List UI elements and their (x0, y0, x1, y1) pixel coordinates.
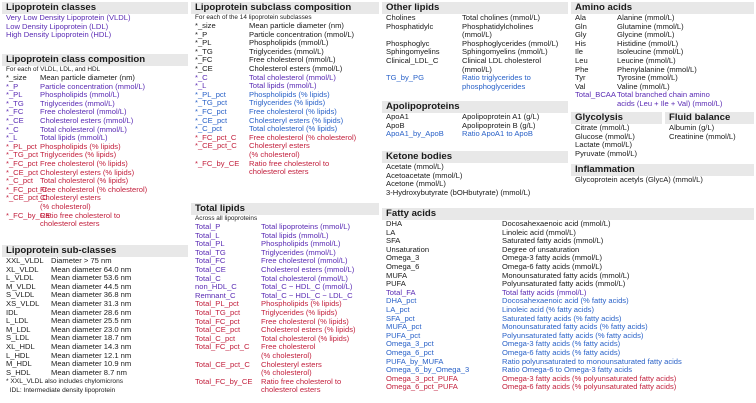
list-item: High Density Lipoprotein (HDL) (6, 30, 112, 40)
item-description: Docosahexaenoic acid (% fatty acids) (502, 296, 629, 306)
list-item (6, 220, 184, 229)
item-key: SFA (386, 236, 401, 246)
item-key: Total_FC (195, 256, 226, 266)
item-description: Mean diameter 23.0 nm (51, 324, 132, 334)
item-description: Mean diameter 18.7 nm (51, 333, 132, 343)
item-description: Particle concentration (mmol/L) (40, 81, 146, 91)
item-key: SFA_pct (386, 313, 415, 323)
item-key: Total_P (195, 222, 221, 231)
item-description: Linoleic acid (% fatty acids) (502, 304, 595, 314)
item-key: M_LDL (6, 324, 31, 334)
item-key: Omega_6_by_Omega_3 (386, 365, 470, 375)
item-description: Omega-3 fatty acids (mmol/L) (502, 253, 603, 263)
item-key: L_VLDL (6, 273, 34, 283)
item-description: (mmol/L) (462, 30, 492, 40)
item-description: Phosphoglycerides (mmol/L) (462, 38, 559, 48)
item-key: *_size (195, 21, 216, 30)
list-item: Glycoprotein acetyls (GlycA) (mmol/L) (575, 175, 703, 184)
item-description: acids (Leu + Ile + Val) (mmol/L) (617, 98, 723, 108)
amino-acids-panel (571, 2, 754, 109)
item-key: Omega_6 (386, 261, 420, 271)
item-key: Unsaturation (386, 244, 430, 254)
item-key: ApoA1 (386, 112, 409, 121)
item-key: PUFA (386, 279, 406, 289)
item-key: Phosphatidylc (386, 21, 434, 31)
lipoprotein-classes-panel (2, 2, 188, 40)
item-key: Total_FC_by_CE (195, 376, 253, 386)
footnote: * XXL_VLDL also includes chylomicrons (6, 378, 124, 386)
item-key: *_FC_pct (6, 158, 38, 168)
item-description: Triglycerides (mmol/L) (40, 98, 115, 108)
item-description: Mean diameter 12.1 nm (51, 350, 132, 360)
item-key: LA (386, 227, 396, 237)
item-key: S_HDL (6, 367, 31, 377)
item-description: Mean particle diameter (nm) (249, 21, 344, 30)
list-item: Very Low Density Lipoprotein (VLDL) (6, 13, 131, 22)
item-key: *_TG_pct (195, 98, 228, 108)
item-key: *_FC_pct_C (195, 132, 237, 142)
item-key (386, 83, 462, 92)
item-key: *_CE (6, 115, 24, 125)
item-key: *_FC_pct_C (6, 184, 48, 194)
item-description: Omega-6 fatty acids (% polyunsaturated fatty acids) (502, 382, 677, 392)
item-description: Triglycerides (mmol/L) (261, 247, 336, 257)
item-description: Mean diameter 10.9 nm (51, 359, 132, 369)
item-description: phosphoglycerides (462, 81, 526, 91)
item-description: Diameter > 75 nm (51, 256, 112, 265)
item-key: Omega_3 (386, 253, 420, 263)
item-key: *_FC_by_CE (6, 210, 51, 220)
item-description: Linoleic acid (mmol/L) (502, 227, 576, 237)
item-key: *_CE_pct_C (6, 193, 48, 203)
item-key: *_TG (195, 46, 213, 56)
footnotes (2, 377, 188, 395)
item-key: Total_CE_pct_C (195, 359, 250, 369)
item-key: Sphingomyelins (386, 47, 440, 57)
item-description: Histidine (mmol/L) (617, 38, 679, 48)
item-key: XXL_VLDL (6, 256, 44, 265)
panel-title: Total lipids (191, 203, 379, 215)
item-key: *_FC (195, 55, 213, 65)
sub-classes-panel (2, 245, 188, 395)
class-composition-panel (2, 54, 188, 229)
item-key: Clinical_LDL_C (386, 55, 439, 65)
panel-subtitle: For each of VLDL, LDL, and HDL (6, 66, 101, 73)
list-item: 3-Hydroxybutyrate (bOHbutyrate) (mmol/L) (386, 187, 531, 197)
item-key: Omega_3_pct_PUFA (386, 373, 458, 383)
item-description: Total cholesterol (% lipids) (40, 176, 129, 186)
panel-rows (571, 176, 754, 185)
item-description: Cholesteryl esters (% lipids) (249, 115, 344, 125)
item-description: (% cholesterol) (261, 350, 312, 360)
panel-rows (2, 257, 188, 377)
item-description: Mean diameter 44.5 nm (51, 281, 132, 291)
item-key: M_VLDL (6, 281, 36, 291)
item-description: Mean diameter 31.3 nm (51, 298, 132, 308)
item-description: Triglycerides (mmol/L) (249, 46, 324, 56)
panel-title: Amino acids (571, 2, 754, 14)
ketone-bodies-panel (382, 151, 568, 197)
item-key: *_PL (6, 90, 23, 100)
item-description: Total cholines (mmol/L) (462, 13, 541, 22)
item-description: (% cholesterol) (261, 368, 312, 378)
item-description: Apolipoprotein A1 (g/L) (462, 112, 540, 121)
panel-rows (191, 223, 379, 395)
item-key: TG_by_PG (386, 73, 424, 83)
panel-subtitle: Across all lipoproteins (195, 215, 258, 222)
item-description: Total cholesterol (mmol/L) (40, 124, 127, 134)
list-item: Pyruvate (mmol/L) (575, 148, 638, 158)
item-key: M_HDL (6, 359, 32, 369)
item-description: Mean diameter 36.8 nm (51, 290, 132, 300)
item-description: Phosphatidylcholines (462, 21, 534, 31)
item-key: Phe (575, 64, 589, 74)
panel-title: Lipoprotein classes (2, 2, 188, 14)
panel-rows (382, 163, 568, 197)
item-key: *_PL_pct (6, 141, 37, 151)
item-description: cholesterol esters (40, 219, 100, 229)
item-description: Omega-6 fatty acids (mmol/L) (502, 261, 603, 271)
item-key: Omega_6_pct_PUFA (386, 382, 458, 392)
item-description: cholesterol esters (249, 167, 309, 177)
item-description: Ratio polyunsaturated to monounsaturated fatty acids (502, 356, 682, 366)
item-key: Total_CE_pct (195, 325, 241, 335)
item-key: Total_L (195, 230, 220, 240)
list-item (195, 386, 375, 395)
item-key: L_HDL (6, 350, 30, 360)
list-item (575, 100, 750, 109)
item-description: Cholesterol esters (mmol/L) (40, 115, 134, 125)
panel-rows (571, 14, 754, 109)
list-item: Low Density Lipoprotein (LDL) (6, 21, 109, 31)
item-description: Glutamine (mmol/L) (617, 21, 684, 31)
footnote: IDL: Intermediate density lipoprotein (6, 387, 116, 395)
item-description: Total lipids (mmol/L) (40, 133, 108, 143)
item-description: Monounsaturated fatty acids (mmol/L) (502, 270, 630, 280)
item-key: PUFA_pct (386, 330, 421, 340)
panel-rows (382, 220, 754, 392)
panel-title: Fatty acids (382, 208, 754, 220)
item-description: Phospholipids (mmol/L) (40, 90, 120, 100)
item-key: Total_FC_pct_C (195, 342, 250, 352)
item-description: Free cholesterol (mmol/L) (249, 55, 336, 65)
item-key: *_L (6, 133, 18, 143)
item-key: Leu (575, 55, 588, 65)
item-key: PUFA_by_MUFA (386, 356, 444, 366)
item-description: Free cholesterol (% lipids) (40, 158, 128, 168)
item-key: S_LDL (6, 333, 30, 343)
item-description: Phospholipids (% lipids) (261, 299, 342, 309)
item-description: Total cholesterol (% lipids) (249, 124, 338, 134)
item-description: Glycine (mmol/L) (617, 30, 675, 40)
item-key: Total_TG (195, 247, 226, 257)
panel-title: Apolipoproteins (382, 101, 568, 113)
item-description: Cholesterol esters (mmol/L) (249, 63, 343, 73)
item-description: Total lipoproteins (mmol/L) (261, 222, 351, 231)
item-description: Omega-3 fatty acids (% polyunsaturated fatty acids) (502, 373, 677, 383)
item-key: Total_BCAA (575, 90, 616, 100)
item-key: S_VLDL (6, 290, 35, 300)
item-key: MUFA (386, 270, 408, 280)
item-key: *_FC (6, 107, 24, 117)
item-description: Free cholesterol (mmol/L) (40, 107, 127, 117)
item-description: Ratio triglycerides to (462, 73, 531, 83)
item-key: *_CE_pct (195, 115, 228, 125)
item-key: *_TG (6, 98, 24, 108)
item-key: *_PL (195, 38, 212, 48)
item-key: DHA_pct (386, 296, 417, 306)
item-key: Omega_3_pct (386, 339, 434, 349)
item-description: Free cholesterol (% cholesterol) (249, 132, 357, 142)
item-description: Ratio ApoA1 to ApoB (462, 129, 533, 139)
item-description: Total cholesterol (% lipids) (261, 333, 350, 343)
item-description: Tyrosine (mmol/L) (617, 73, 678, 83)
item-description: Free cholesterol (% lipids) (261, 316, 349, 326)
item-description: Saturated fatty acids (% fatty acids) (502, 313, 622, 323)
list-item: Glucose (mmol/L) (575, 131, 635, 141)
item-key: Tyr (575, 73, 586, 83)
item-key: XL_VLDL (6, 264, 39, 274)
list-item: Acetate (mmol/L) (386, 162, 444, 171)
list-item (195, 168, 375, 177)
panel-rows (571, 124, 662, 158)
item-key: *_FC_pct (195, 106, 227, 116)
item-key: Total_PL_pct (195, 299, 239, 309)
item-description: Free cholesterol (% cholesterol) (40, 184, 148, 194)
item-key: MUFA_pct (386, 322, 422, 332)
other-lipids-panel (382, 2, 568, 91)
item-description: Total cholesterol (mmol/L) (249, 72, 336, 82)
item-key: Total_FC_pct (195, 316, 240, 326)
subclass-composition-panel (191, 2, 379, 177)
total-lipids-panel (191, 203, 379, 395)
item-description: Total branched chain amino (617, 90, 710, 100)
item-key: Omega_6_pct (386, 347, 434, 357)
item-key: Gln (575, 21, 587, 31)
item-description: Phenylalanine (mmol/L) (617, 64, 697, 74)
item-description: Alanine (mmol/L) (617, 13, 675, 22)
item-description: Phospholipids (% lipids) (249, 89, 330, 99)
item-description: Omega-3 fatty acids (% fatty acids) (502, 339, 621, 349)
item-key: non_HDL_C (195, 282, 237, 292)
panel-rows (382, 14, 568, 91)
item-key: *_P (6, 81, 19, 91)
glycolysis-panel (571, 112, 662, 158)
panel-title: Lipoprotein class composition (2, 54, 188, 66)
item-key: Val (575, 81, 586, 91)
item-key: XS_VLDL (6, 298, 40, 308)
item-description: Cholesteryl esters (261, 359, 322, 369)
item-description: Free cholesterol (% lipids) (249, 106, 337, 116)
item-key: *_FC_by_CE (195, 158, 240, 168)
item-description: Mean diameter 53.6 nm (51, 273, 132, 283)
item-key: Total_FA (386, 287, 416, 297)
item-description: Total lipids (mmol/L) (249, 81, 317, 91)
apolipoproteins-panel (382, 101, 568, 139)
item-description: Mean diameter 14.3 nm (51, 341, 132, 351)
item-key: Gly (575, 30, 587, 40)
item-key: L_LDL (6, 316, 29, 326)
item-description: Mean diameter 25.5 nm (51, 316, 132, 326)
item-description: Cholesterol esters (% lipids) (261, 325, 356, 335)
item-key (195, 386, 261, 395)
item-description: Cholesteryl esters (% lipids) (40, 167, 135, 177)
item-description: Phospholipids (mmol/L) (249, 38, 329, 48)
item-key: *_C (6, 124, 19, 134)
item-key: His (575, 38, 586, 48)
panel-title: Lipoprotein sub-classes (2, 245, 188, 257)
item-description: (mmol/L) (462, 64, 492, 74)
item-key: *_C_pct (6, 176, 34, 186)
item-key: *_CE_pct (6, 167, 39, 177)
item-key: Total_C (195, 273, 221, 283)
panel-subtitle: For each of the 14 lipoprotein subclasses (195, 14, 312, 21)
item-description: (% cholesterol) (249, 149, 300, 159)
item-key: ApoB (386, 120, 405, 130)
item-key: *_PL_pct (195, 89, 226, 99)
item-key: DHA (386, 219, 403, 228)
item-description: Cholesteryl esters (40, 193, 101, 203)
item-description: Sphingomyelins (mmol/L) (462, 47, 548, 57)
item-description: Docosahexaenoic acid (mmol/L) (502, 219, 611, 228)
item-description: Particle concentration (mmol/L) (249, 29, 355, 39)
list-item: Creatinine (mmol/L) (669, 131, 736, 141)
inflammation-panel (571, 164, 754, 185)
item-key (195, 168, 249, 177)
item-description: Total_C − HDL_C − LDL_C (261, 290, 353, 300)
item-description: Monounsaturated fatty acids (% fatty acids) (502, 322, 648, 332)
item-key: *_C (195, 72, 208, 82)
item-key: XL_HDL (6, 341, 35, 351)
item-key: *_CE (195, 63, 213, 73)
item-description: Phospholipids (% lipids) (40, 141, 121, 151)
list-item: Acetoacetate (mmol/L) (386, 170, 463, 180)
item-key (575, 100, 617, 109)
list-item: Acetone (mmol/L) (386, 179, 446, 189)
item-key: Total_TG_pct (195, 307, 241, 317)
item-key: *_L (195, 81, 207, 91)
item-key: *_CE_pct_C (195, 141, 237, 151)
item-description: Total cholesterol (mmol/L) (261, 273, 348, 283)
list-item (6, 369, 184, 378)
item-description: Total fatty acids (mmol/L) (502, 287, 587, 297)
item-description: Cholesterol esters (mmol/L) (261, 264, 355, 274)
item-key: Ala (575, 13, 586, 22)
item-description: Ratio free cholesterol to (249, 158, 330, 168)
item-description: Isoleucine (mmol/L) (617, 47, 684, 57)
panel-rows (665, 124, 754, 141)
item-description: Triglycerides (% lipids) (40, 150, 117, 160)
item-description: Omega-6 fatty acids (% fatty acids) (502, 347, 621, 357)
item-key: IDL (6, 307, 18, 317)
list-item: Lactate (mmol/L) (575, 140, 632, 150)
item-description: Valine (mmol/L) (617, 81, 670, 91)
item-description: Total lipids (mmol/L) (261, 230, 329, 240)
item-description: Leucine (mmol/L) (617, 55, 676, 65)
item-key: *_size (6, 73, 27, 82)
list-item: Citrate (mmol/L) (575, 123, 630, 132)
item-description: Polyunsaturated fatty acids (% fatty acids) (502, 330, 644, 340)
list-item (386, 130, 564, 139)
item-description: Free cholesterol (261, 342, 316, 352)
item-description: (% cholesterol) (40, 201, 91, 211)
item-description: Cholesteryl esters (249, 141, 310, 151)
item-key: LA_pct (386, 304, 410, 314)
panel-title: Ketone bodies (382, 151, 568, 163)
item-description: Triglycerides (% lipids) (261, 307, 338, 317)
list-item (6, 194, 184, 203)
item-description: Polyunsaturated fatty acids (mmol/L) (502, 279, 626, 289)
fluid-balance-panel (665, 112, 754, 141)
panel-title: Fluid balance (665, 112, 754, 124)
item-description: Mean diameter 8.7 nm (51, 367, 127, 377)
item-description: Triglycerides (% lipids) (249, 98, 326, 108)
list-item (386, 83, 564, 92)
item-description: Free cholesterol (mmol/L) (261, 256, 348, 266)
item-key: Cholines (386, 13, 416, 22)
item-key: Total_CE (195, 264, 226, 274)
item-key: Ile (575, 47, 584, 57)
item-key (6, 220, 40, 229)
item-description: Phospholipids (mmol/L) (261, 239, 341, 249)
panel-rows (191, 22, 379, 177)
item-key: Total_PL (195, 239, 225, 249)
panel-rows (2, 74, 188, 229)
item-key: *_TG_pct (6, 150, 39, 160)
item-description: cholesterol esters (261, 385, 321, 395)
item-key: ApoA1_by_ApoB (386, 129, 444, 139)
item-key: *_C_pct (195, 124, 223, 134)
item-key: Remnant_C (195, 290, 236, 300)
panel-title: Inflammation (571, 164, 754, 176)
item-description: Total_C − HDL_C (mmol/L) (261, 282, 353, 292)
item-description: Ratio free cholesterol to (40, 210, 121, 220)
item-description: Mean diameter 64.0 nm (51, 264, 132, 274)
item-description: Mean particle diameter (nm) (40, 73, 135, 82)
item-description: Apolipoprotein B (g/L) (462, 120, 536, 130)
item-description: Saturated fatty acids (mmol/L) (502, 236, 604, 246)
fatty-acids-panel (382, 208, 754, 392)
item-description: Clinical LDL cholesterol (462, 55, 542, 65)
item-key: Phosphoglyc (386, 38, 430, 48)
panel-title: Lipoprotein subclass composition (191, 2, 379, 14)
panel-rows (2, 14, 188, 40)
item-description: Ratio Omega-6 to Omega-3 fatty acids (502, 365, 632, 375)
panel-title: Glycolysis (571, 112, 662, 124)
panel-rows (382, 113, 568, 139)
item-key: Total_C_pct (195, 333, 236, 343)
item-description: Degree of unsaturation (502, 244, 580, 254)
item-key: *_P (195, 29, 208, 39)
item-description: Mean diameter 28.6 nm (51, 307, 132, 317)
panel-title: Other lipids (382, 2, 568, 14)
item-description: Ratio free cholesterol to (261, 376, 342, 386)
list-item: Albumin (g/L) (669, 123, 715, 132)
list-item (386, 383, 750, 392)
